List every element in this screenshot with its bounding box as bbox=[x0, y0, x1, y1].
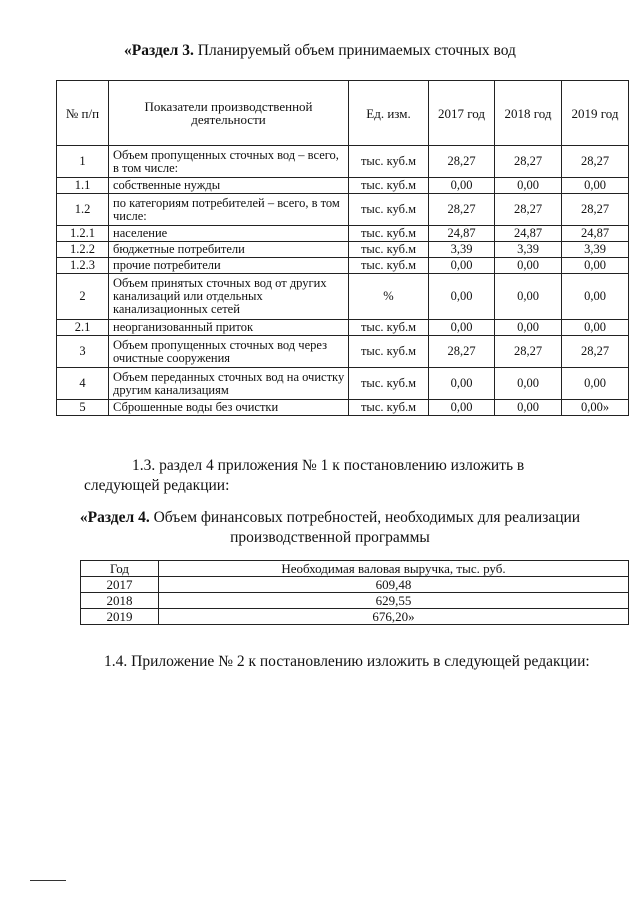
row-unit: тыс. куб.м bbox=[349, 258, 429, 274]
row-2018: 0,00 bbox=[495, 258, 562, 274]
header-indicator: Показатели производственной деятельности bbox=[109, 81, 349, 146]
row-unit: тыс. куб.м bbox=[349, 194, 429, 226]
header-year: Год bbox=[81, 561, 159, 577]
row-indicator: население bbox=[109, 226, 349, 242]
row-2017: 28,27 bbox=[429, 194, 495, 226]
row-2018: 0,00 bbox=[495, 368, 562, 400]
row-unit: тыс. куб.м bbox=[349, 226, 429, 242]
header-revenue: Необходимая валовая выручка, тыс. руб. bbox=[159, 561, 629, 577]
row-2018: 28,27 bbox=[495, 146, 562, 178]
row-2018: 0,00 bbox=[495, 274, 562, 320]
row-2018: 28,27 bbox=[495, 336, 562, 368]
row-unit: тыс. куб.м bbox=[349, 242, 429, 258]
row-indicator: Объем принятых сточных вод от других канализаций или отдельных канализационных сетей bbox=[109, 274, 349, 320]
row-num: 1.2.1 bbox=[57, 226, 109, 242]
table-row bbox=[57, 274, 629, 320]
row-2018: 24,87 bbox=[495, 226, 562, 242]
row-indicator: бюджетные потребители bbox=[109, 242, 349, 258]
table-row bbox=[57, 226, 629, 242]
row-revenue: 676,20» bbox=[159, 609, 629, 625]
header-2019: 2019 год bbox=[562, 81, 629, 146]
row-2019: 0,00 bbox=[562, 258, 629, 274]
table-row bbox=[81, 593, 629, 609]
table-row bbox=[57, 242, 629, 258]
row-indicator: Объем переданных сточных вод на очистку другим канализациям bbox=[109, 368, 349, 400]
header-2018: 2018 год bbox=[495, 81, 562, 146]
table-row bbox=[57, 178, 629, 194]
section3-table bbox=[56, 80, 629, 416]
section4-title-text: Объем финансовых потребностей, необходимых для реализации производственной программы bbox=[149, 509, 581, 546]
row-2019: 24,87 bbox=[562, 226, 629, 242]
row-unit: тыс. куб.м bbox=[349, 336, 429, 368]
section4-prefix: «Раздел 4. bbox=[79, 509, 150, 526]
paragraph-1-3-text: 1.3. раздел 4 приложения № 1 к постановлению изложить в следующей редакции: bbox=[84, 457, 525, 494]
row-2019: 3,39 bbox=[562, 242, 629, 258]
table-row bbox=[57, 400, 629, 416]
row-2017: 0,00 bbox=[429, 178, 495, 194]
row-unit: тыс. куб.м bbox=[349, 320, 429, 336]
row-2019: 0,00 bbox=[562, 368, 629, 400]
row-2018: 0,00 bbox=[495, 400, 562, 416]
row-unit: тыс. куб.м bbox=[349, 368, 429, 400]
row-num: 5 bbox=[57, 400, 109, 416]
section3-title bbox=[0, 42, 640, 60]
section4-table bbox=[80, 560, 629, 625]
table-row bbox=[57, 146, 629, 178]
table-header-row bbox=[57, 81, 629, 146]
row-unit: тыс. куб.м bbox=[349, 146, 429, 178]
header-unit: Ед. изм. bbox=[349, 81, 429, 146]
row-indicator: Объем пропущенных сточных вод – всего, в том числе: bbox=[109, 146, 349, 178]
paragraph-1-4-text: 1.4. Приложение № 2 к постановлению изложить в следующей редакции: bbox=[104, 653, 590, 670]
row-2019: 0,00 bbox=[562, 274, 629, 320]
row-num: 1.2.2 bbox=[57, 242, 109, 258]
row-2017: 28,27 bbox=[429, 146, 495, 178]
row-2019: 0,00 bbox=[562, 320, 629, 336]
row-indicator: Объем пропущенных сточных вод через очистные сооружения bbox=[109, 336, 349, 368]
row-2017: 0,00 bbox=[429, 258, 495, 274]
row-2019: 0,00» bbox=[562, 400, 629, 416]
row-2018: 28,27 bbox=[495, 194, 562, 226]
row-2019: 28,27 bbox=[562, 336, 629, 368]
row-num: 1.2 bbox=[57, 194, 109, 226]
row-year: 2017 bbox=[81, 577, 159, 593]
row-revenue: 629,55 bbox=[159, 593, 629, 609]
footer-line bbox=[30, 880, 66, 881]
table-row bbox=[81, 577, 629, 593]
row-year: 2018 bbox=[81, 593, 159, 609]
row-2018: 0,00 bbox=[495, 178, 562, 194]
row-unit: тыс. куб.м bbox=[349, 178, 429, 194]
table-row bbox=[57, 320, 629, 336]
section4-title bbox=[60, 508, 600, 548]
row-2017: 0,00 bbox=[429, 274, 495, 320]
row-num: 1 bbox=[57, 146, 109, 178]
row-unit: % bbox=[349, 274, 429, 320]
row-2017: 3,39 bbox=[429, 242, 495, 258]
header-num: № п/п bbox=[57, 81, 109, 146]
row-2017: 24,87 bbox=[429, 226, 495, 242]
section3-prefix: «Раздел 3. bbox=[124, 42, 194, 59]
row-num: 1.2.3 bbox=[57, 258, 109, 274]
table-row bbox=[81, 609, 629, 625]
row-indicator: прочие потребители bbox=[109, 258, 349, 274]
row-year: 2019 bbox=[81, 609, 159, 625]
table-row bbox=[57, 194, 629, 226]
paragraph-1-3 bbox=[84, 456, 600, 496]
paragraph-1-4 bbox=[104, 652, 600, 672]
row-2019: 28,27 bbox=[562, 146, 629, 178]
row-2019: 28,27 bbox=[562, 194, 629, 226]
row-num: 3 bbox=[57, 336, 109, 368]
row-2017: 0,00 bbox=[429, 400, 495, 416]
row-revenue: 609,48 bbox=[159, 577, 629, 593]
row-2017: 0,00 bbox=[429, 320, 495, 336]
row-indicator: Сброшенные воды без очистки bbox=[109, 400, 349, 416]
row-2019: 0,00 bbox=[562, 178, 629, 194]
row-2018: 3,39 bbox=[495, 242, 562, 258]
row-num: 2 bbox=[57, 274, 109, 320]
row-2018: 0,00 bbox=[495, 320, 562, 336]
table-row bbox=[57, 336, 629, 368]
row-num: 1.1 bbox=[57, 178, 109, 194]
table-row bbox=[57, 368, 629, 400]
header-2017: 2017 год bbox=[429, 81, 495, 146]
table-row bbox=[57, 258, 629, 274]
row-indicator: собственные нужды bbox=[109, 178, 349, 194]
section3-title-text: Планируемый объем принимаемых сточных вод bbox=[193, 42, 516, 59]
row-indicator: по категориям потребителей – всего, в том числе: bbox=[109, 194, 349, 226]
table-header-row bbox=[81, 561, 629, 577]
row-unit: тыс. куб.м bbox=[349, 400, 429, 416]
row-num: 4 bbox=[57, 368, 109, 400]
row-2017: 0,00 bbox=[429, 368, 495, 400]
row-indicator: неорганизованный приток bbox=[109, 320, 349, 336]
row-2017: 28,27 bbox=[429, 336, 495, 368]
row-num: 2.1 bbox=[57, 320, 109, 336]
